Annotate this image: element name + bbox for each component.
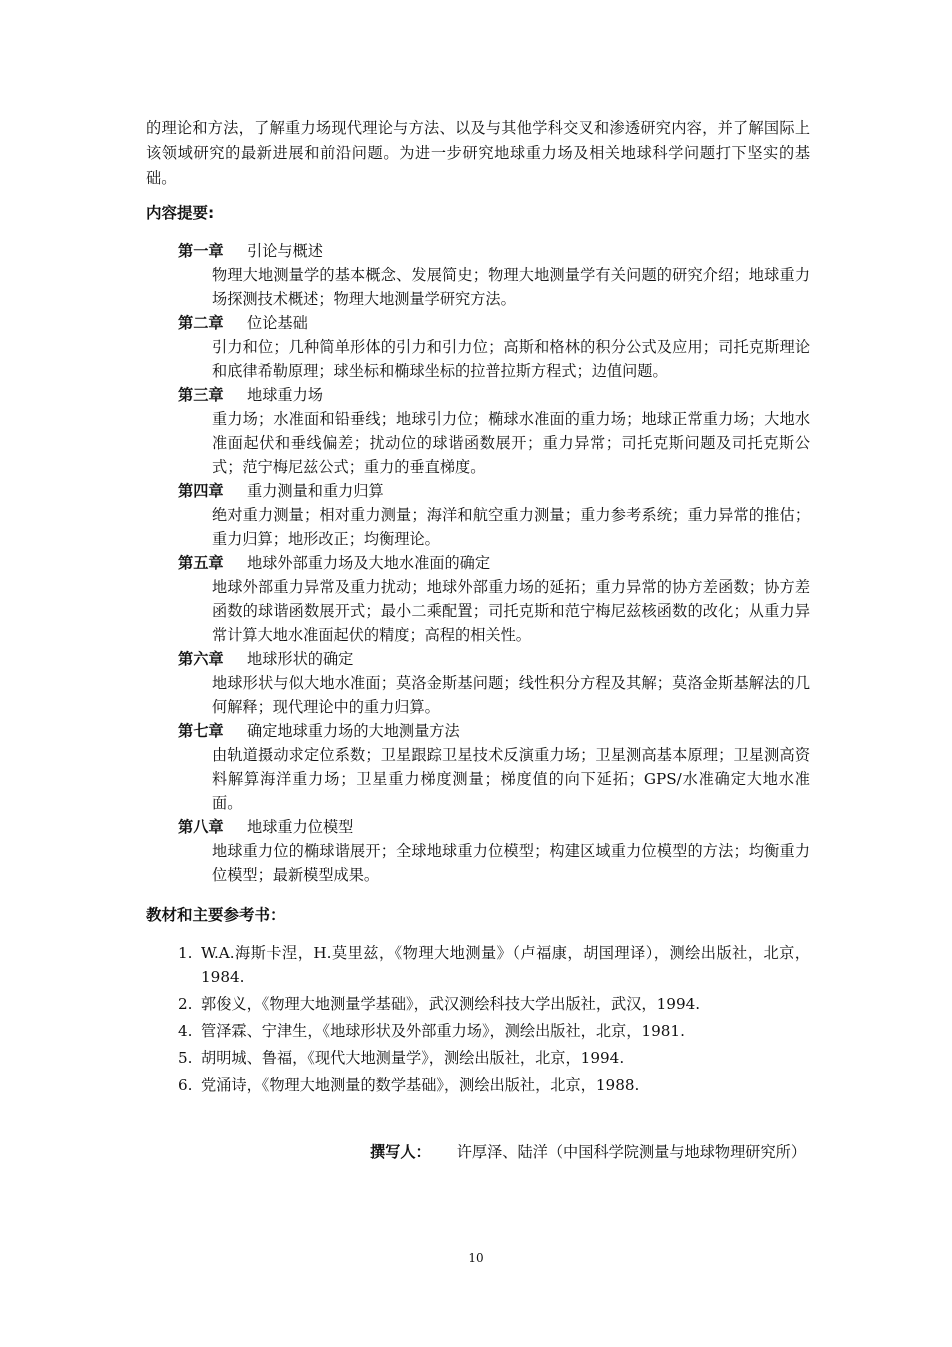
reference-text: W.A.海斯卡涅，H.莫里兹，《物理大地测量》（卢福康，胡国理译），测绘出版社，北京，1984. <box>201 944 810 986</box>
chapter-title: 地球重力位模型 <box>247 818 354 836</box>
reference-item <box>178 1073 810 1097</box>
reference-item <box>178 992 810 1016</box>
reference-number: 4. <box>178 1022 193 1040</box>
chapter-8 <box>178 815 810 887</box>
chapter-body: 物理大地测量学的基本概念、发展简史；物理大地测量学有关问题的研究介绍；地球重力场探测技术概述；物理大地测量学研究方法。 <box>212 266 810 308</box>
references-heading: 教材和主要参考书： <box>146 906 286 924</box>
reference-text: 管泽霖、宁津生，《地球形状及外部重力场》，测绘出版社，北京，1981. <box>201 1022 685 1040</box>
chapter-number: 第一章 <box>178 242 224 260</box>
reference-text: 胡明城、鲁福，《现代大地测量学》，测绘出版社，北京，1994. <box>201 1049 625 1067</box>
reference-item <box>178 941 810 989</box>
chapter-number: 第五章 <box>178 554 224 572</box>
chapter-title: 地球重力场 <box>247 386 323 404</box>
chapter-title: 引论与概述 <box>247 242 323 260</box>
chapter-body: 由轨道摄动求定位系数；卫星跟踪卫星技术反演重力场；卫星测高基本原理；卫星测高资料解算海洋重力场；卫星重力梯度测量；梯度值的向下延拓；GPS/水准确定大地水准面。 <box>212 746 810 812</box>
chapter-3 <box>178 383 810 479</box>
author-value: 许厚泽、陆洋（中国科学院测量与地球物理研究所） <box>456 1143 806 1161</box>
chapter-title: 地球形状的确定 <box>247 650 354 668</box>
reference-number: 2. <box>178 995 193 1013</box>
chapter-number: 第六章 <box>178 650 224 668</box>
chapter-6 <box>178 647 810 719</box>
chapter-2 <box>178 311 810 383</box>
reference-number: 1. <box>178 944 193 962</box>
reference-list <box>178 941 810 1100</box>
reference-text: 郭俊义，《物理大地测量学基础》，武汉测绘科技大学出版社，武汉，1994. <box>201 995 701 1013</box>
chapter-title: 确定地球重力场的大地测量方法 <box>247 722 460 740</box>
chapter-number: 第二章 <box>178 314 224 332</box>
chapter-body: 绝对重力测量；相对重力测量；海洋和航空重力测量；重力参考系统；重力异常的推估；重力归算；地形改正；均衡理论。 <box>212 506 810 548</box>
page-number: 10 <box>468 1251 484 1265</box>
chapter-title: 地球外部重力场及大地水准面的确定 <box>247 554 490 572</box>
chapter-body: 引力和位；几种简单形体的引力和引力位；高斯和格林的积分公式及应用；司托克斯理论和底律希勒原理；球坐标和椭球坐标的拉普拉斯方程式；边值问题。 <box>212 338 810 380</box>
chapter-7 <box>178 719 810 815</box>
chapter-number: 第八章 <box>178 818 224 836</box>
chapter-number: 第三章 <box>178 386 224 404</box>
chapter-1 <box>178 239 810 311</box>
author-label: 撰写人： <box>369 1143 431 1161</box>
reference-text: 党涌诗，《物理大地测量的数学基础》，测绘出版社，北京，1988. <box>201 1076 640 1094</box>
reference-number: 6. <box>178 1076 193 1094</box>
reference-item <box>178 1046 810 1070</box>
content-heading: 内容提要: <box>146 204 215 222</box>
author-line <box>370 1140 806 1164</box>
chapter-title: 位论基础 <box>247 314 308 332</box>
chapter-number: 第七章 <box>178 722 224 740</box>
chapter-5 <box>178 551 810 647</box>
chapter-body: 地球形状与似大地水准面；莫洛金斯基问题；线性积分方程及其解；莫洛金斯基解法的几何解释；现代理论中的重力归算。 <box>212 674 810 716</box>
chapter-list <box>178 239 810 887</box>
chapter-body: 重力场；水准面和铅垂线；地球引力位；椭球水准面的重力场；地球正常重力场；大地水准面起伏和垂线偏差；扰动位的球谐函数展开；重力异常；司托克斯问题及司托克斯公式；范宁梅尼兹公式；重力的垂直梯度。 <box>212 410 810 476</box>
reference-number: 5. <box>178 1049 193 1067</box>
reference-item <box>178 1019 810 1043</box>
chapter-4 <box>178 479 810 551</box>
chapter-number: 第四章 <box>178 482 224 500</box>
chapter-body: 地球重力位的椭球谐展开；全球地球重力位模型；构建区域重力位模型的方法；均衡重力位模型；最新模型成果。 <box>212 842 810 884</box>
chapter-title: 重力测量和重力归算 <box>247 482 384 500</box>
chapter-body: 地球外部重力异常及重力扰动；地球外部重力场的延拓；重力异常的协方差函数；协方差函数的球谐函数展开式；最小二乘配置；司托克斯和范宁梅尼兹核函数的改化；从重力异常计算大地水准面起伏的精度；高程的相关性。 <box>212 578 810 644</box>
intro-paragraph: 的理论和方法，了解重力场现代理论与方法、以及与其他学科交叉和渗透研究内容，并了解国际上该领域研究的最新进展和前沿问题。为进一步研究地球重力场及相关地球科学问题打下坚实的基础。 <box>146 119 810 187</box>
